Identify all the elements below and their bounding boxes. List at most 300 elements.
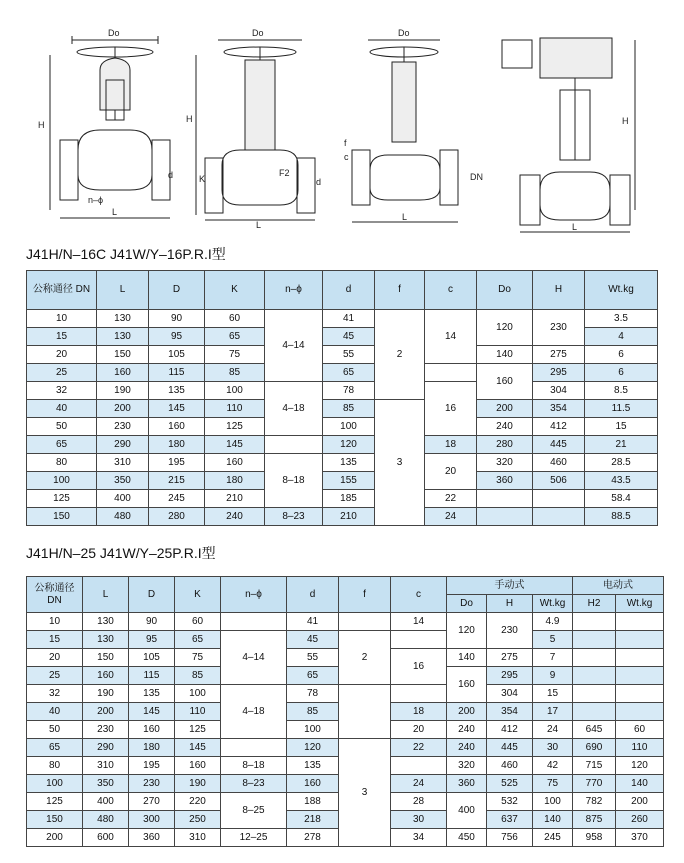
table-row — [27, 490, 658, 508]
cell: 400 — [447, 793, 487, 829]
table-row — [27, 418, 658, 436]
cell: 15 — [533, 685, 573, 703]
cell: 30 — [533, 739, 573, 757]
cell — [265, 436, 323, 454]
col-d: D — [149, 271, 205, 310]
cell: 41 — [323, 310, 375, 328]
cell: 270 — [129, 793, 175, 811]
cell — [477, 490, 533, 508]
cell: 85 — [205, 364, 265, 382]
cell: 290 — [97, 436, 149, 454]
table-row — [27, 364, 658, 382]
cell: 130 — [83, 631, 129, 649]
cell: 65 — [27, 436, 97, 454]
cell: 30 — [391, 811, 447, 829]
cell: 8.5 — [585, 382, 658, 400]
cell: 140 — [616, 775, 664, 793]
col-wt: Wt.kg — [585, 271, 658, 310]
h-label-1: H — [38, 120, 45, 130]
cell: 65 — [175, 631, 221, 649]
cell: 195 — [129, 757, 175, 775]
cell: 160 — [447, 667, 487, 703]
cell: 85 — [323, 400, 375, 418]
col-h: H — [533, 271, 585, 310]
cell: 215 — [149, 472, 205, 490]
cell: 18 — [391, 703, 447, 721]
h-label-2: H — [186, 114, 193, 124]
l-label-2: L — [256, 220, 262, 230]
cell: 8–18 — [265, 454, 323, 508]
cell: 20 — [27, 346, 97, 364]
cell: 65 — [323, 364, 375, 382]
cell: 80 — [27, 454, 97, 472]
col-do: Do — [447, 595, 487, 613]
col-dn: 公称通径 DN — [27, 577, 83, 613]
table-row — [27, 436, 658, 454]
cell: 65 — [27, 739, 83, 757]
c-label-3: c — [344, 152, 349, 162]
cell: 3.5 — [585, 310, 658, 328]
cell: 135 — [287, 757, 339, 775]
cell: 210 — [323, 508, 375, 526]
cell: 200 — [477, 400, 533, 418]
table-row — [27, 382, 658, 400]
cell: 770 — [573, 775, 616, 793]
cell: 20 — [27, 649, 83, 667]
cell: 180 — [149, 436, 205, 454]
cell: 637 — [487, 811, 533, 829]
cell: 150 — [27, 508, 97, 526]
cell: 506 — [533, 472, 585, 490]
valve-drawing-2 — [186, 28, 321, 230]
cell: 90 — [129, 613, 175, 631]
cell: 180 — [205, 472, 265, 490]
cell: 400 — [83, 793, 129, 811]
cell: 58.4 — [585, 490, 658, 508]
cell: 140 — [477, 346, 533, 364]
cell: 7 — [533, 649, 573, 667]
col-do: Do — [477, 271, 533, 310]
cell — [477, 508, 533, 526]
cell: 445 — [533, 436, 585, 454]
f2-label-2: F2 — [279, 168, 290, 178]
col-k: K — [205, 271, 265, 310]
spec-table-2 — [26, 576, 664, 847]
valve-drawing-3 — [344, 28, 483, 222]
cell: 100 — [533, 793, 573, 811]
cell: 400 — [97, 490, 149, 508]
cell: 16 — [391, 649, 447, 685]
cell — [533, 508, 585, 526]
cell: 130 — [97, 328, 149, 346]
group-electric: 电动式 — [573, 577, 664, 595]
cell: 95 — [149, 328, 205, 346]
cell — [391, 757, 447, 775]
cell — [616, 685, 664, 703]
cell: 160 — [97, 364, 149, 382]
cell: 20 — [425, 454, 477, 490]
cell: 145 — [175, 739, 221, 757]
cell: 75 — [533, 775, 573, 793]
cell: 480 — [97, 508, 149, 526]
cell — [221, 739, 287, 757]
cell: 350 — [97, 472, 149, 490]
cell: 42 — [533, 757, 573, 775]
table-row — [27, 508, 658, 526]
cell: 5 — [533, 631, 573, 649]
cell: 310 — [83, 757, 129, 775]
cell: 17 — [533, 703, 573, 721]
cell: 460 — [487, 757, 533, 775]
cell: 412 — [533, 418, 585, 436]
cell: 690 — [573, 739, 616, 757]
cell: 21 — [585, 436, 658, 454]
cell: 230 — [83, 721, 129, 739]
cell: 130 — [83, 613, 129, 631]
col-k: K — [175, 577, 221, 613]
cell: 135 — [149, 382, 205, 400]
cell: 140 — [447, 649, 487, 667]
do-label-3: Do — [398, 28, 410, 38]
table-row — [27, 472, 658, 490]
cell — [616, 703, 664, 721]
cell: 45 — [323, 328, 375, 346]
valve-drawing-1 — [38, 28, 173, 218]
cell: 200 — [97, 400, 149, 418]
do-label-1: Do — [108, 28, 120, 38]
cell — [573, 631, 616, 649]
cell: 43.5 — [585, 472, 658, 490]
cell — [616, 667, 664, 685]
cell: 75 — [175, 649, 221, 667]
cell: 4–18 — [265, 382, 323, 436]
cell: 125 — [205, 418, 265, 436]
cell: 150 — [97, 346, 149, 364]
dn-label-3: DN — [470, 172, 483, 182]
col-h: H — [487, 595, 533, 613]
cell: 756 — [487, 829, 533, 847]
cell: 15 — [27, 631, 83, 649]
cell: 350 — [83, 775, 129, 793]
cell: 60 — [175, 613, 221, 631]
col-d: D — [129, 577, 175, 613]
cell: 25 — [27, 364, 97, 382]
col-h2: H2 — [573, 595, 616, 613]
cell: 230 — [129, 775, 175, 793]
cell: 218 — [287, 811, 339, 829]
cell: 160 — [205, 454, 265, 472]
cell: 645 — [573, 721, 616, 739]
cell: 782 — [573, 793, 616, 811]
col-dn: 公称通径 DN — [27, 271, 97, 310]
table-row — [27, 310, 658, 328]
cell: 958 — [573, 829, 616, 847]
cell: 11.5 — [585, 400, 658, 418]
cell: 85 — [287, 703, 339, 721]
cell: 160 — [477, 364, 533, 400]
cell: 50 — [27, 418, 97, 436]
cell: 8–25 — [221, 793, 287, 829]
cell: 3 — [339, 739, 391, 847]
table-row — [27, 454, 658, 472]
cell: 12–25 — [221, 829, 287, 847]
cell: 8–23 — [265, 508, 323, 526]
cell — [573, 613, 616, 631]
cell — [573, 703, 616, 721]
cell: 32 — [27, 685, 83, 703]
cell: 200 — [447, 703, 487, 721]
cell: 28.5 — [585, 454, 658, 472]
cell: 15 — [585, 418, 658, 436]
cell: 45 — [287, 631, 339, 649]
cell — [573, 685, 616, 703]
cell: 65 — [287, 667, 339, 685]
cell: 20 — [391, 721, 447, 739]
cell: 480 — [83, 811, 129, 829]
cell: 290 — [83, 739, 129, 757]
cell: 160 — [287, 775, 339, 793]
col-ewt: Wt.kg — [616, 595, 664, 613]
cell: 120 — [477, 310, 533, 346]
cell: 525 — [487, 775, 533, 793]
cell: 310 — [175, 829, 221, 847]
cell: 412 — [487, 721, 533, 739]
cell — [221, 613, 287, 631]
cell: 155 — [323, 472, 375, 490]
cell: 4–14 — [265, 310, 323, 382]
l-label-1: L — [112, 207, 118, 217]
cell: 304 — [533, 382, 585, 400]
cell: 450 — [447, 829, 487, 847]
cell: 715 — [573, 757, 616, 775]
cell: 360 — [129, 829, 175, 847]
cell: 275 — [487, 649, 533, 667]
cell: 9 — [533, 667, 573, 685]
cell: 190 — [83, 685, 129, 703]
cell: 28 — [391, 793, 447, 811]
cell: 240 — [447, 721, 487, 739]
cell: 4–18 — [221, 685, 287, 739]
cell: 360 — [477, 472, 533, 490]
cell — [573, 667, 616, 685]
cell: 160 — [149, 418, 205, 436]
col-wt: Wt.kg — [533, 595, 573, 613]
col-nphi: n–ϕ — [265, 271, 323, 310]
cell: 105 — [129, 649, 175, 667]
do-label-2: Do — [252, 28, 264, 38]
cell: 90 — [149, 310, 205, 328]
cell: 125 — [27, 490, 97, 508]
cell — [391, 685, 447, 703]
cell: 95 — [129, 631, 175, 649]
col-l: L — [97, 271, 149, 310]
cell: 135 — [323, 454, 375, 472]
cell: 34 — [391, 829, 447, 847]
cell: 105 — [149, 346, 205, 364]
cell: 6 — [585, 364, 658, 382]
valve-drawings — [0, 0, 684, 240]
cell: 304 — [487, 685, 533, 703]
cell: 278 — [287, 829, 339, 847]
cell: 120 — [616, 757, 664, 775]
l-label-3: L — [402, 212, 408, 222]
cell: 100 — [205, 382, 265, 400]
cell: 15 — [27, 328, 97, 346]
cell: 55 — [287, 649, 339, 667]
cell: 110 — [205, 400, 265, 418]
cell: 40 — [27, 703, 83, 721]
cell: 245 — [533, 829, 573, 847]
cell: 460 — [533, 454, 585, 472]
cell: 22 — [425, 490, 477, 508]
cell: 145 — [205, 436, 265, 454]
spec-table-1 — [26, 270, 658, 526]
cell: 41 — [287, 613, 339, 631]
cell: 24 — [391, 775, 447, 793]
cell: 8–23 — [221, 775, 287, 793]
cell: 4–14 — [221, 631, 287, 685]
cell: 4.9 — [533, 613, 573, 631]
cell: 190 — [97, 382, 149, 400]
cell — [339, 685, 391, 739]
cell: 200 — [83, 703, 129, 721]
cell: 6 — [585, 346, 658, 364]
cell: 445 — [487, 739, 533, 757]
cell: 10 — [27, 613, 83, 631]
cell: 24 — [425, 508, 477, 526]
cell: 230 — [487, 613, 533, 649]
cell: 65 — [205, 328, 265, 346]
cell: 220 — [175, 793, 221, 811]
table-row — [27, 613, 664, 631]
cell — [616, 613, 664, 631]
cell: 160 — [129, 721, 175, 739]
cell: 190 — [175, 775, 221, 793]
col-l: L — [83, 577, 129, 613]
col-d-small: d — [287, 577, 339, 613]
k-label-2: K — [199, 174, 206, 184]
table-row — [27, 685, 664, 703]
cell: 875 — [573, 811, 616, 829]
cell: 280 — [477, 436, 533, 454]
cell: 160 — [83, 667, 129, 685]
cell: 100 — [27, 775, 83, 793]
cell: 40 — [27, 400, 97, 418]
cell: 80 — [27, 757, 83, 775]
cell: 75 — [205, 346, 265, 364]
cell: 100 — [175, 685, 221, 703]
cell: 230 — [533, 310, 585, 346]
cell: 245 — [149, 490, 205, 508]
cell: 354 — [533, 400, 585, 418]
cell: 24 — [533, 721, 573, 739]
cell: 4 — [585, 328, 658, 346]
cell: 145 — [149, 400, 205, 418]
cell: 240 — [205, 508, 265, 526]
model-title-1: J41H/N–16C J41W/Y–16P.R.I型 — [26, 246, 226, 262]
cell: 295 — [487, 667, 533, 685]
f-label-3: f — [344, 138, 347, 148]
cell: 185 — [323, 490, 375, 508]
cell: 370 — [616, 829, 664, 847]
cell: 110 — [616, 739, 664, 757]
cell: 85 — [175, 667, 221, 685]
cell: 55 — [323, 346, 375, 364]
cell — [533, 490, 585, 508]
cell: 200 — [27, 829, 83, 847]
col-c: c — [425, 271, 477, 310]
cell: 150 — [83, 649, 129, 667]
cell: 14 — [425, 310, 477, 364]
cell: 135 — [129, 685, 175, 703]
cell: 180 — [129, 739, 175, 757]
table-row — [27, 346, 658, 364]
col-f: f — [375, 271, 425, 310]
cell: 275 — [533, 346, 585, 364]
cell — [339, 613, 391, 631]
h-label-4: H — [622, 116, 629, 126]
cell: 130 — [97, 310, 149, 328]
cell: 100 — [287, 721, 339, 739]
cell: 60 — [616, 721, 664, 739]
cell: 300 — [129, 811, 175, 829]
table-row — [27, 739, 664, 757]
cell: 160 — [175, 757, 221, 775]
table-row — [27, 631, 664, 649]
cell: 125 — [175, 721, 221, 739]
cell: 200 — [616, 793, 664, 811]
cell: 145 — [129, 703, 175, 721]
cell: 230 — [97, 418, 149, 436]
cell: 2 — [375, 310, 425, 400]
cell: 25 — [27, 667, 83, 685]
cell: 360 — [447, 775, 487, 793]
cell: 110 — [175, 703, 221, 721]
d-label-2: d — [316, 177, 322, 187]
cell: 210 — [205, 490, 265, 508]
cell: 354 — [487, 703, 533, 721]
cell: 125 — [27, 793, 83, 811]
cell: 22 — [391, 739, 447, 757]
cell: 120 — [323, 436, 375, 454]
cell — [573, 649, 616, 667]
cell: 60 — [205, 310, 265, 328]
cell — [391, 631, 447, 649]
d-label-1: d — [168, 170, 174, 180]
cell: 3 — [375, 400, 425, 526]
cell: 14 — [391, 613, 447, 631]
cell: 8–18 — [221, 757, 287, 775]
cell: 250 — [175, 811, 221, 829]
cell: 188 — [287, 793, 339, 811]
cell: 120 — [287, 739, 339, 757]
cell: 115 — [149, 364, 205, 382]
col-d-small: d — [323, 271, 375, 310]
cell: 600 — [83, 829, 129, 847]
cell: 260 — [616, 811, 664, 829]
cell: 150 — [27, 811, 83, 829]
model-title-2: J41H/N–25 J41W/Y–25P.R.I型 — [26, 545, 216, 561]
cell: 2 — [339, 631, 391, 685]
cell: 295 — [533, 364, 585, 382]
cell: 240 — [447, 739, 487, 757]
cell: 10 — [27, 310, 97, 328]
cell: 100 — [323, 418, 375, 436]
table-row — [27, 400, 658, 418]
col-c: c — [391, 577, 447, 613]
valve-drawing-4 — [502, 38, 635, 232]
cell: 240 — [477, 418, 533, 436]
